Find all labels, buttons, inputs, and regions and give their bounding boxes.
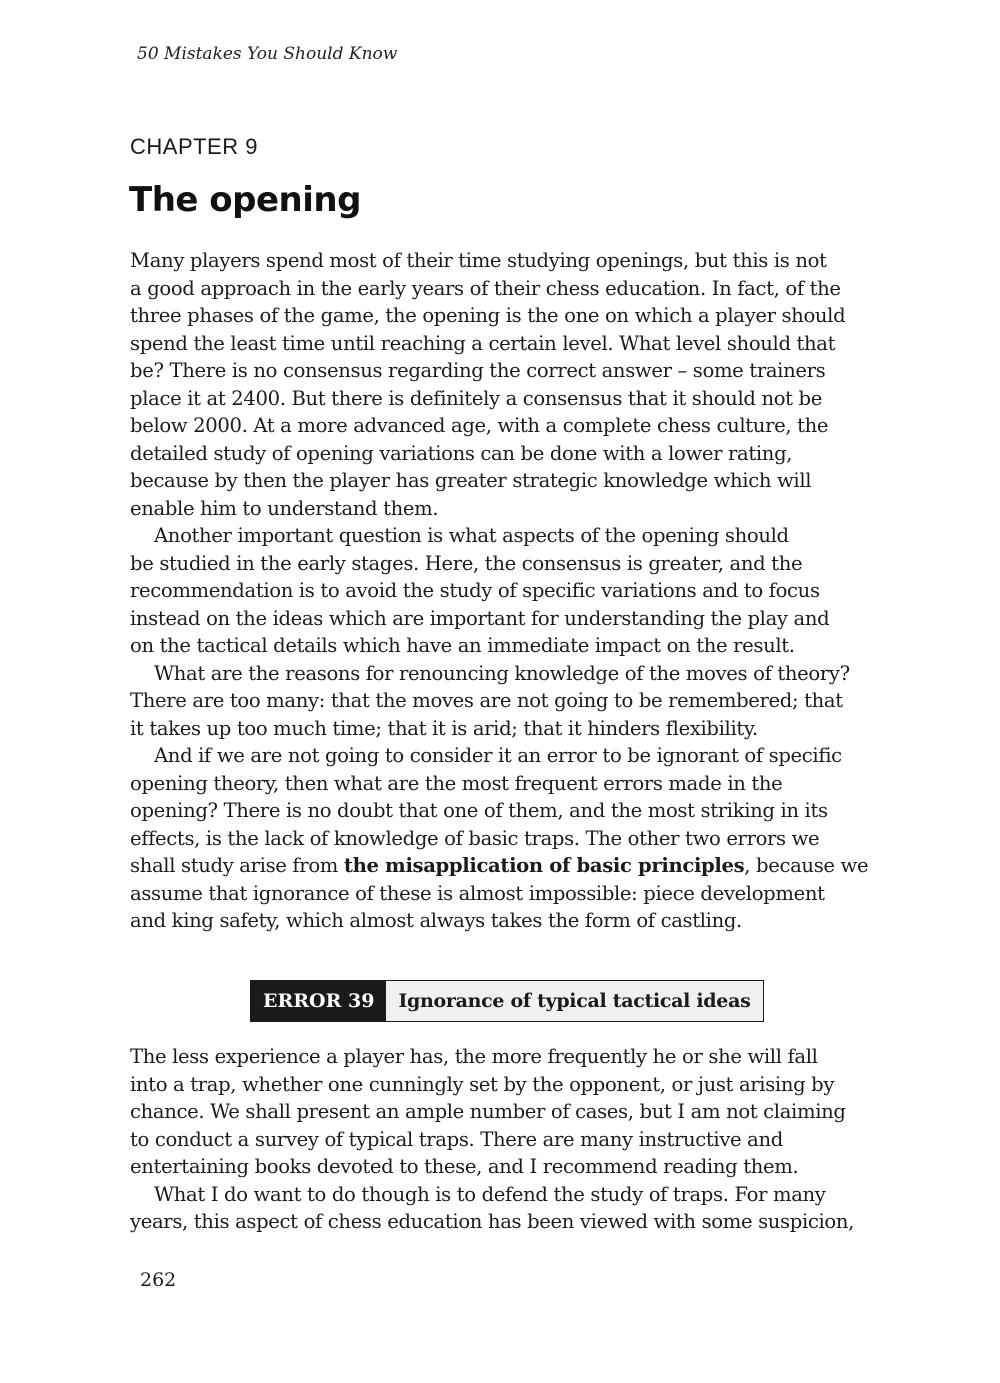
page-number: 262 (140, 1269, 177, 1291)
text-line: and king safety, which almost always takes the form of castling. (130, 909, 742, 932)
text-line: spend the least time until reaching a certain level. What level should that (130, 331, 836, 355)
text-line: three phases of the game, the opening is the one on which a player should (130, 304, 846, 327)
text-line: detailed study of opening variations can be done with a lower rating, (130, 441, 793, 465)
text-line: Many players spend most of their time studying openings, but this is not (130, 249, 827, 272)
text-line: be studied in the early stages. Here, the consensus is greater, and the (130, 551, 803, 575)
text-line: on the tactical details which have an immediate impact on the result. (130, 634, 795, 657)
text-line: recommendation is to avoid the study of specific variations and to focus (130, 579, 820, 602)
text-line: assume that ignorance of these is almost impossible: piece development (130, 881, 825, 905)
error-number: ERROR 39 (251, 981, 386, 1021)
text-line: it takes up too much time; that it is arid; that it hinders flexibility. (130, 716, 758, 740)
text-line: years, this aspect of chess education has been viewed with some suspicion, (130, 1210, 854, 1233)
error-title: Ignorance of typical tactical ideas (386, 981, 762, 1021)
text-line: chance. We shall present an ample number of cases, but I am not claiming (130, 1100, 846, 1123)
error-section (130, 1043, 870, 1236)
text-line: entertaining books devoted to these, and I recommend reading them. (130, 1155, 799, 1178)
text-line: be? There is no consensus regarding the correct answer – some trainers (130, 359, 826, 382)
text-line: And if we are not going to consider it an error to be ignorant of specific (154, 744, 842, 767)
text-line: instead on the ideas which are important for understanding the play and (130, 606, 830, 630)
text-run: shall study arise from (130, 854, 344, 877)
text-line: because by then the player has greater strategic knowledge which will (130, 469, 812, 492)
text-line: The less experience a player has, the more frequently he or she will fall (130, 1045, 818, 1068)
intro-section (130, 247, 870, 935)
text-line: What are the reasons for renouncing knowledge of the moves of theory? (154, 661, 850, 685)
text-line: What I do want to do though is to defend the study of traps. For many (154, 1182, 826, 1206)
running-head: 50 Mistakes You Should Know (137, 44, 398, 64)
text-line: effects, is the lack of knowledge of basic traps. The other two errors we (130, 826, 820, 850)
text-line: opening theory, then what are the most frequent errors made in the (130, 771, 783, 795)
emphasis-text: the misapplication of basic principles (343, 854, 745, 877)
text-line: enable him to understand them. (130, 496, 439, 520)
text-line: There are too many: that the moves are not going to be remembered; that (130, 689, 843, 712)
text-line: below 2000. At a more advanced age, with a complete chess culture, the (130, 414, 829, 437)
text-line (130, 852, 870, 880)
text-line: Another important question is what aspects of the opening should (154, 524, 789, 547)
chapter-title: The opening (129, 180, 361, 220)
text-line: to conduct a survey of typical traps. There are many instructive and (130, 1127, 783, 1151)
chapter-label: CHAPTER 9 (130, 134, 258, 159)
error-heading-box (250, 980, 764, 1022)
text-run: , because we (744, 854, 869, 877)
text-line: place it at 2400. But there is definitely a consensus that it should not be (130, 386, 822, 410)
text-line: a good approach in the early years of their chess education. In fact, of the (130, 276, 841, 300)
text-line: opening? There is no doubt that one of them, and the most striking in its (130, 799, 828, 822)
text-line: into a trap, whether one cunningly set by the opponent, or just arising by (130, 1072, 835, 1096)
